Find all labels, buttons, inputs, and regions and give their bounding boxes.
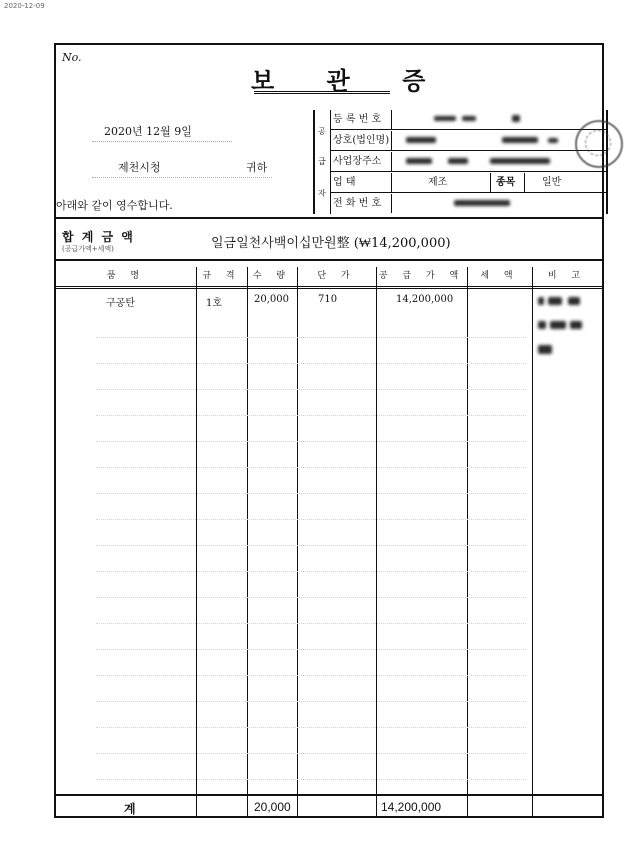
row-label: 사업장주소 (330, 152, 392, 171)
side-label: 급 (318, 157, 326, 166)
col-divider (532, 267, 533, 796)
page-header-faint: 2020-12-09 (4, 2, 45, 10)
doc-number-label: No. (62, 51, 82, 64)
row-qty: 20,000 (254, 294, 289, 305)
redacted-note (538, 297, 544, 305)
total-sublabel: (공급가액+세액) (62, 245, 114, 253)
divider (92, 141, 232, 142)
col-divider (196, 267, 197, 796)
supplier-row-reg-number (330, 110, 606, 130)
redacted (490, 158, 550, 164)
col-divider (467, 267, 468, 796)
redacted (406, 137, 436, 143)
row-guide (96, 415, 526, 416)
seal-stamp (575, 120, 623, 168)
col-divider (297, 796, 298, 818)
col-divider (376, 796, 377, 818)
redacted (548, 138, 558, 143)
total-amount-value: 일금일천사백이십만원整 (₩14,200,000) (211, 236, 451, 251)
row-value (392, 131, 606, 150)
divider (92, 177, 272, 178)
receipt-note: 아래와 같이 영수합니다. (56, 199, 173, 212)
col-divider (247, 796, 248, 818)
row-guide (96, 545, 526, 546)
receipt-document (54, 43, 604, 818)
header-tax: 세 액 (480, 271, 519, 281)
page-title: 보 관 증 (251, 66, 448, 95)
col-divider (467, 796, 468, 818)
side-label: 공 (318, 127, 326, 136)
col-divider (247, 267, 248, 796)
sum-supply-amount: 14,200,000 (381, 800, 442, 814)
redacted-note (538, 345, 552, 354)
supplier-row-address (330, 152, 606, 172)
header-supply-amount: 공 급 가 액 (378, 271, 465, 281)
row-unit-price: 710 (318, 294, 338, 305)
row-label: 업 태 (330, 173, 392, 192)
row-label: 등 록 번 호 (330, 110, 392, 129)
header-spec: 규 격 (202, 271, 241, 281)
row-guide (96, 571, 526, 572)
row-item: 구공탄 (106, 298, 135, 309)
row-value (392, 194, 606, 213)
redacted (454, 200, 510, 206)
row-guide (96, 649, 526, 650)
row-guide (96, 753, 526, 754)
header-unit-price: 단 가 (317, 271, 356, 281)
row-supply-amount: 14,200,000 (396, 294, 454, 305)
supplier-row-business-type (330, 173, 606, 193)
row-label: 상호(법인명) (330, 131, 392, 150)
row-guide (96, 779, 526, 780)
row-label: 전 화 번 호 (330, 194, 392, 213)
sum-label: 계 (124, 802, 136, 816)
redacted-note (568, 297, 580, 305)
sum-qty: 20,000 (254, 800, 291, 814)
row-value (392, 173, 606, 192)
header-item: 품 명 (106, 271, 146, 281)
row-guide (96, 467, 526, 468)
row-guide (96, 337, 526, 338)
supplier-row-phone (330, 194, 606, 213)
row-guide (96, 363, 526, 364)
row-guide (96, 519, 526, 520)
title-underline (254, 91, 390, 94)
row-guide (96, 701, 526, 702)
header-note: 비 고 (547, 271, 587, 281)
row-spec: 1호 (206, 298, 223, 309)
divider (490, 173, 492, 192)
honorific: 귀하 (246, 161, 268, 174)
supplier-info-box (313, 110, 608, 214)
col-divider (532, 796, 533, 818)
redacted (502, 137, 538, 143)
business-item-label: 종목 (496, 177, 516, 188)
row-value (392, 110, 606, 129)
redacted-note (538, 321, 546, 329)
row-guide (96, 493, 526, 494)
supplier-row-company (330, 131, 606, 151)
items-table (56, 267, 602, 818)
divider (524, 173, 526, 192)
redacted (406, 158, 432, 164)
row-guide (96, 727, 526, 728)
business-item-value: 일반 (542, 177, 562, 188)
redacted (448, 158, 468, 164)
side-label: 자 (318, 189, 326, 198)
header-qty: 수 량 (252, 271, 292, 281)
business-type-value: 제조 (428, 177, 448, 188)
row-guide (96, 675, 526, 676)
row-guide (96, 441, 526, 442)
header-divider (56, 286, 602, 287)
recipient-name: 제천시청 (118, 161, 161, 174)
col-divider (376, 267, 377, 796)
redacted-note (548, 297, 562, 305)
col-divider (297, 267, 298, 796)
row-value (392, 152, 606, 171)
redacted-note (550, 321, 566, 329)
row-guide (96, 597, 526, 598)
redacted (512, 115, 520, 122)
issue-date: 2020년 12월 9일 (104, 125, 192, 138)
row-guide (96, 623, 526, 624)
total-amount-row (56, 217, 602, 261)
sum-row (56, 794, 602, 818)
supplier-side-label (315, 110, 331, 214)
header-divider (56, 288, 602, 289)
col-divider (196, 796, 197, 818)
redacted (434, 116, 456, 121)
redacted (462, 116, 476, 121)
redacted-note (570, 321, 582, 329)
total-label: 합 계 금 액 (62, 230, 135, 244)
row-guide (96, 389, 526, 390)
